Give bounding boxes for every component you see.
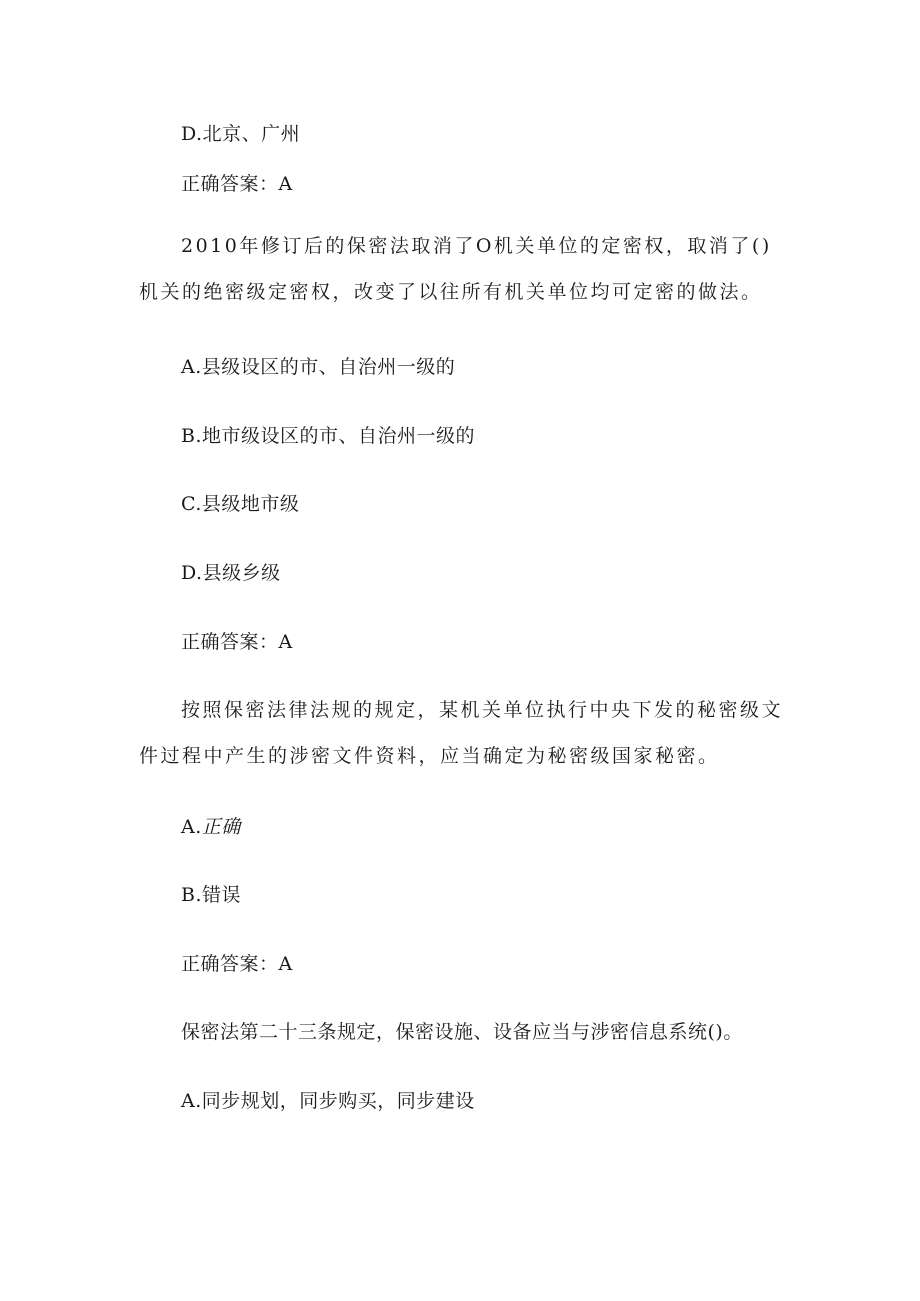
q1-option-a: A.县级设区的市、自治州一级的 <box>181 356 456 378</box>
q2-option-a <box>181 815 241 839</box>
q1-option-d: D.县级乡级 <box>181 562 281 584</box>
q1-option-c: C.县级地市级 <box>181 493 300 515</box>
q2-option-a-prefix: A. <box>181 816 202 838</box>
q2-answer: 正确答案：A <box>181 953 293 975</box>
q2-stem: 按照保密法律法规的规定，某机关单位执行中央下发的秘密级文件过程中产生的涉密文件资料，应当确定为秘密级国家秘密。 <box>139 699 784 767</box>
q0-answer: 正确答案：A <box>181 173 293 195</box>
q3-stem: 保密法第二十三条规定，保密设施、设备应当与涉密信息系统()。 <box>181 1021 743 1043</box>
q1-answer: 正确答案：A <box>181 631 293 653</box>
q2-option-a-text: 正确 <box>201 816 241 838</box>
q1-option-b: B.地市级设区的市、自治州一级的 <box>181 425 476 447</box>
q3-option-a: A.同步规划，同步购买，同步建设 <box>181 1090 475 1112</box>
q1-stem: 2010年修订后的保密法取消了O机关单位的定密权，取消了()机关的绝密级定密权，改变了以往所有机关单位均可定密的做法。 <box>139 235 772 303</box>
q2-option-b: B.错误 <box>181 884 242 906</box>
q0-option-d: D.北京、广州 <box>181 123 301 145</box>
